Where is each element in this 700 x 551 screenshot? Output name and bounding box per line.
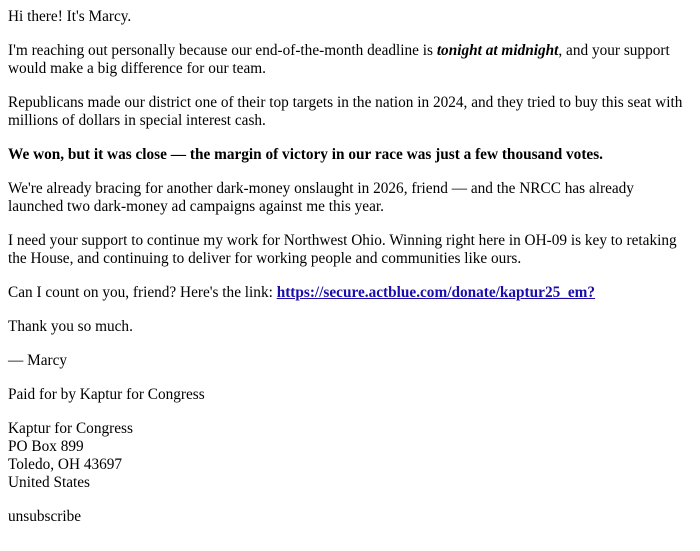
address-line-1: Kaptur for Congress — [8, 420, 133, 437]
donate-prompt: Can I count on you, friend? Here's the link: — [8, 284, 277, 301]
deadline-text-start: I'm reaching out personally because our end-of-the-month deadline is — [8, 42, 437, 59]
paid-for-disclaimer: Paid for by Kaptur for Congress — [8, 386, 205, 403]
paragraph-republicans: Republicans made our district one of their top targets in the nation in 2024, and they tried to buy this seat with millions of dollars in special interest cash. — [8, 94, 683, 129]
thanks-text: Thank you so much. — [8, 318, 133, 335]
greeting: Hi there! It's Marcy. — [8, 8, 132, 25]
address-line-4: United States — [8, 474, 90, 491]
address-line-3: Toledo, OH 43697 — [8, 456, 123, 473]
paragraph-deadline — [8, 42, 692, 78]
deadline-emphasis: tonight at midnight — [436, 42, 559, 59]
address-line-2: PO Box 899 — [8, 438, 84, 455]
deadline-text-end: , and your support would make a big difference for our team. — [8, 42, 670, 77]
paragraph-we-won: We won, but it was close — the margin of victory in our race was just a few thousand votes. — [8, 146, 603, 163]
paragraph-support: I need your support to continue my work for Northwest Ohio. Winning right here in OH-09 is key to retaking the House, and continuing to deliver for working people and communities like ours. — [8, 232, 677, 267]
unsubscribe-link[interactable]: unsubscribe — [8, 508, 82, 525]
paragraph-dark-money: We're already bracing for another dark-money onslaught in 2026, friend — and the NRCC has already launched two dark-money ad campaigns against me this year. — [8, 180, 634, 215]
donate-link[interactable]: https://secure.actblue.com/donate/kaptur25_em? — [276, 284, 596, 301]
mailing-address — [8, 420, 692, 492]
signoff: — Marcy — [8, 352, 68, 369]
paragraph-donate — [8, 284, 692, 302]
